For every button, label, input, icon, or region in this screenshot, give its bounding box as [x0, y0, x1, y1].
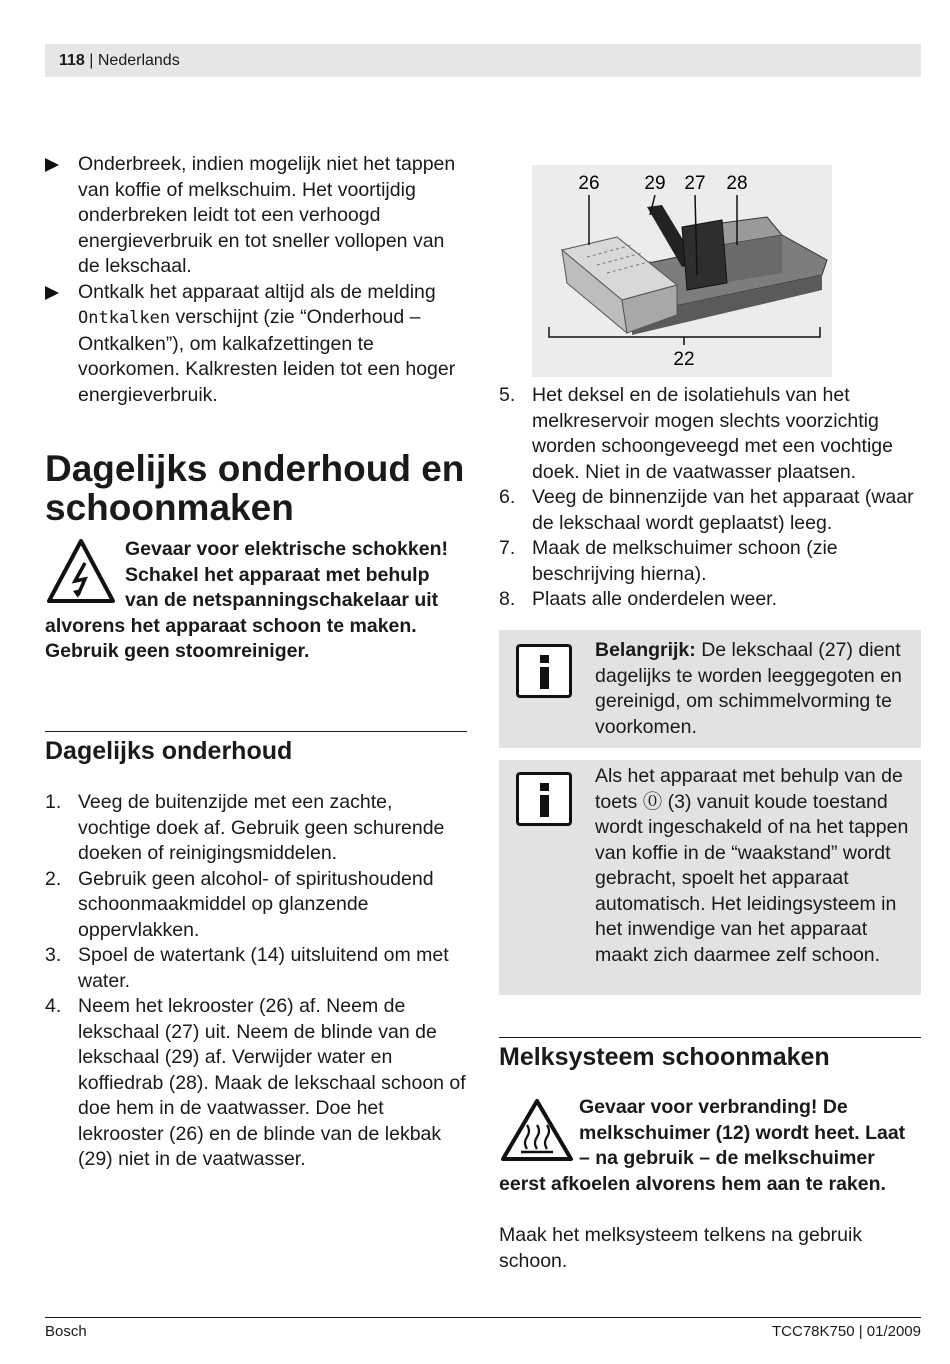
step-list: [499, 383, 921, 613]
footer-brand: Bosch: [45, 1323, 87, 1340]
list-item: [45, 790, 467, 867]
bullet-item: [45, 152, 467, 280]
info-note: [499, 760, 921, 995]
label-28: 28: [726, 173, 748, 194]
note-body: De lekschaal (27) dient dagelijks te worden leeggegoten en gereinigd, om schimmelvorming te voorkomen.: [595, 639, 902, 738]
bullet-triangle-icon: [45, 158, 59, 172]
step-text: Veeg de binnenzijde van het apparaat (waar de lekschaal wordt geplaatst) leeg.: [532, 486, 914, 534]
step-text: Veeg de buitenzijde met een zachte, vochtige doek af. Gebruik geen schurende doeken of reinigingsmiddelen.: [78, 791, 445, 864]
note-text: [595, 638, 917, 740]
step-number: 2.: [45, 867, 62, 890]
step-list: [45, 790, 467, 1173]
burn-warning: [499, 1095, 921, 1197]
label-26: 26: [578, 173, 600, 194]
footer-divider: [45, 1317, 921, 1318]
step-number: 6.: [499, 486, 516, 508]
subheading: Dagelijks onderhoud: [45, 737, 293, 765]
info-note: [499, 630, 921, 748]
closing-paragraph: Maak het melksysteem telkens na gebruik schoon.: [499, 1224, 863, 1272]
step-text: Gebruik geen alcohol- of spiritushoudend schoonmaakmiddel op glanzende oppervlakken.: [78, 867, 434, 941]
left-column: [45, 152, 467, 1170]
list-item: [45, 867, 467, 944]
info-icon: [516, 644, 572, 698]
step-number: 7.: [499, 537, 516, 559]
bullet-text-before: Ontkalk het apparaat altijd als de melding: [78, 280, 436, 303]
step-text: Plaats alle onderdelen weer.: [532, 588, 777, 610]
step-number: 5.: [499, 384, 516, 406]
list-item: [45, 943, 467, 994]
warning-text: Gevaar voor verbranding! De melkschuimer (12) wordt heet. Laat – na gebruik – de melkschuimer eerst afkoelen alvorens hem aan te raken.: [499, 1096, 906, 1195]
note-text: Als het apparaat met behulp van de toets ⓪ (3) vanuit koude toestand wordt ingeschakeld of na het tappen van koffie in de “waakstand” wordt gebracht, spoelt het apparaat automatisch. Het leidingsysteem in het inwendige van het apparaat maakt zich daarmee zelf schoon.: [595, 765, 909, 966]
electric-warning: [45, 537, 467, 665]
header-separator: |: [89, 52, 94, 69]
subheading: Melksysteem schoonmaken: [499, 1043, 830, 1071]
list-item: [499, 536, 921, 587]
electric-hazard-icon: [45, 537, 117, 607]
label-27: 27: [684, 173, 706, 194]
list-item: [499, 383, 921, 485]
step-text: Neem het lekrooster (26) af. Neem de lekschaal (27) uit. Neem de blinde van de lekschaal (29) af. Verwijder water en koffiedrab (28). Maak de lekschaal schoon of doe hem in de vaatwasser. Doe het lekrooster (26) en de blinde van de lekbak (29) niet in de vaatwasser.: [78, 995, 466, 1170]
bullet-triangle-icon: [45, 286, 59, 300]
step-number: 1.: [45, 791, 62, 813]
drip-tray-illustration: [532, 165, 832, 377]
page-number: 118: [59, 52, 85, 69]
bullet-text-after: verschijnt (zie “Onderhoud – Ontkalken”), om kalkafzettingen te voorkomen. Kalkresten leiden tot een hoger energieverbruik.: [78, 306, 456, 406]
section-divider: [45, 731, 467, 732]
section-divider: [499, 1037, 921, 1038]
label-22: 22: [673, 349, 695, 370]
drip-tray-figure: [532, 165, 832, 377]
page-header: [45, 44, 921, 77]
step-number: 4.: [45, 995, 62, 1017]
footer-model: TCC78K750 | 01/2009: [772, 1323, 921, 1340]
bullet-item: [45, 280, 467, 409]
header-language: Nederlands: [97, 52, 180, 69]
list-item: [499, 485, 921, 536]
note-bold-label: Belangrijk:: [595, 639, 696, 661]
step-text: Spoel de watertank (14) uitsluitend om met water.: [78, 944, 449, 992]
list-item: [499, 587, 921, 613]
display-message: Ontkalken: [78, 308, 171, 328]
step-text: Maak de melkschuimer schoon (zie beschrijving hierna).: [532, 537, 838, 585]
step-text: Het deksel en de isolatiehuls van het melkreservoir mogen slechts voorzichtig worden schoongeveegd met een vochtige doek. Niet in de vaatwasser plaatsen.: [532, 384, 893, 483]
step-number: 8.: [499, 588, 516, 610]
step-number: 3.: [45, 944, 62, 966]
label-29: 29: [644, 173, 666, 194]
list-item: [45, 994, 467, 1173]
bullet-text: Onderbreek, indien mogelijk niet het tappen van koffie of melkschuim. Het voortijdig onderbreken leidt tot een verhoogd energieverbruik en tot sneller vollopen van de lekschaal.: [78, 153, 456, 277]
info-icon: [516, 772, 572, 826]
section-title: Dagelijks onderhoud en schoonmaken: [45, 448, 465, 528]
warning-text: Gevaar voor elektrische schokken! Schakel het apparaat met behulp van de netspanningschakelaar uit alvorens het apparaat schoon te maken. Gebruik geen stoomreiniger.: [45, 538, 448, 662]
hot-surface-icon: [499, 1097, 575, 1163]
